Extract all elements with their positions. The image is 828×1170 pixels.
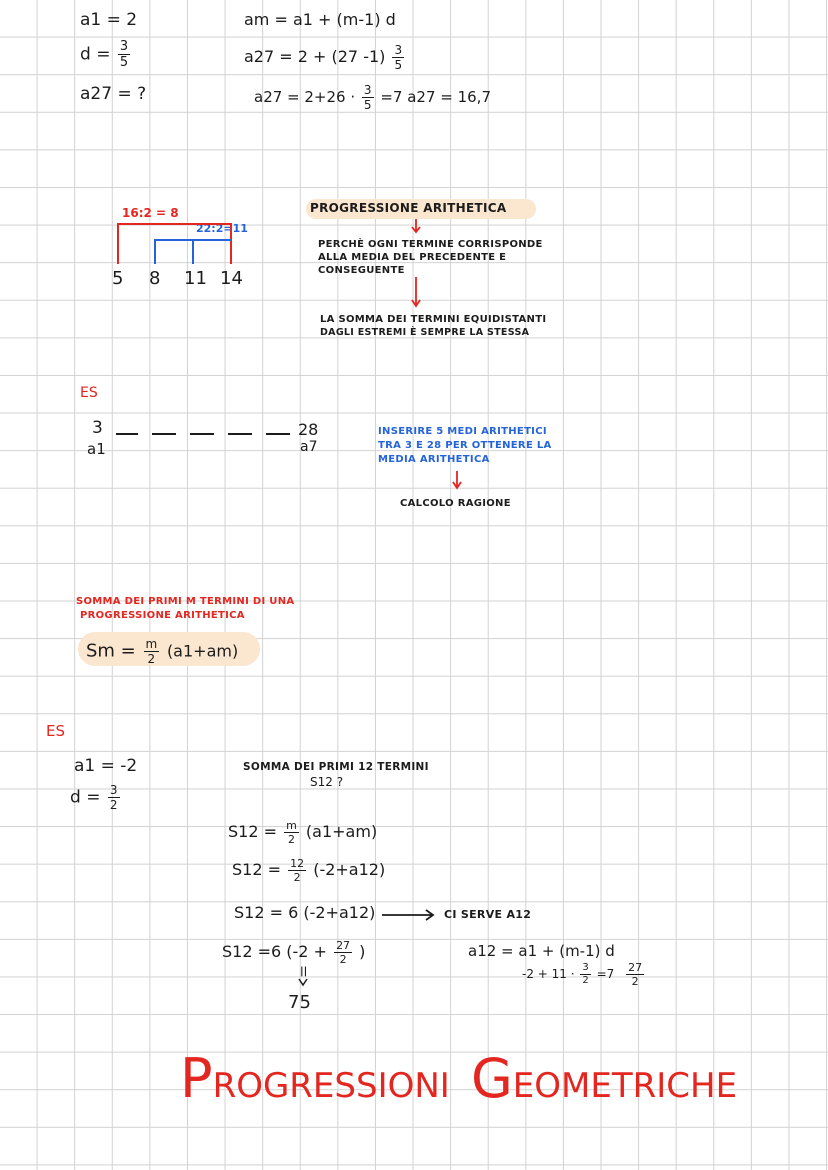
example-label-2: ES [46, 722, 65, 740]
general-term-formula: am = a1 + (m-1) d [244, 10, 396, 29]
red-bracket [118, 224, 231, 264]
down-arrow-small [298, 978, 308, 986]
perche-line2: ALLA MEDIA DEL PRECEDENTE E [318, 252, 507, 263]
section-title [180, 1047, 738, 1110]
d-given [80, 40, 132, 69]
last-term-value: 28 [298, 420, 319, 439]
d-given-fraction [118, 40, 130, 69]
down-arrow-3 [451, 471, 463, 489]
s12-line1-fraction [284, 820, 299, 845]
first-term-label: a1 [87, 440, 106, 458]
a27-step1-num: 3 [394, 43, 403, 57]
title-initial-g: G [470, 1047, 513, 1110]
s12-line4-den: 2 [339, 953, 347, 966]
s12-line4 [222, 940, 365, 965]
a12-result-fraction [626, 962, 644, 987]
blank-terms-line [114, 432, 294, 438]
s12-result: 75 [288, 992, 311, 1013]
a27-step2 [254, 84, 491, 111]
ex2-d-fraction [108, 784, 120, 811]
a27-step1-fraction [392, 44, 404, 71]
a27-question: a27 = ? [80, 84, 147, 104]
bracket-red-label: 16:2 = 8 [122, 206, 179, 220]
s12-line4-rhs: ) [359, 942, 366, 961]
a12-formula: a12 = a1 + (m-1) d [468, 942, 615, 960]
bracket-blue-label: 22:2=11 [196, 222, 248, 235]
sum-formula [86, 638, 238, 665]
s12-line4-num: 27 [336, 939, 351, 952]
a12-calc-fraction [580, 963, 590, 986]
question-line1: SOMMA DEI PRIMI 12 TERMINI [243, 761, 429, 773]
somma-line2: DAGLI ESTREMI È SEMPRE LA STESSA [320, 327, 530, 338]
sum-formula-rhs: (a1+am) [166, 641, 239, 661]
example-label-1: ES [80, 385, 98, 401]
calcolo-ragione: CALCOLO RAGIONE [400, 498, 511, 509]
d-given-den: 5 [119, 55, 129, 70]
sequence-11: 11 [184, 268, 207, 289]
d-given-num: 3 [119, 39, 129, 54]
first-term-value: 3 [92, 418, 103, 438]
a12-calc-lhs: -2 + 11 · [522, 967, 575, 981]
s12-line1-den: 2 [287, 833, 295, 846]
arithmetic-progression-heading: PROGRESSIONE ARITHETICA [310, 201, 507, 215]
ex2-d-num: 3 [109, 783, 118, 797]
somma-line1: LA SOMMA DEI TERMINI EQUIDISTANTI [320, 314, 547, 325]
blue-bracket [155, 240, 193, 264]
a27-step2-num: 3 [363, 83, 372, 97]
insert-means-line3: MEDIA ARITHETICA [378, 454, 490, 465]
right-arrow [382, 909, 436, 921]
a27-step2-lhs: a27 = 2+26 · [254, 88, 356, 106]
needs-a12-note: CI SERVE A12 [444, 908, 532, 921]
title-initial-p: P [180, 1047, 213, 1110]
a27-step2-rhs: =7 a27 = 16,7 [380, 88, 491, 106]
insert-means-line2: TRA 3 E 28 PER OTTENERE LA [378, 440, 552, 451]
ex2-d-den: 2 [109, 798, 118, 812]
sum-heading-line2: PROGRESSIONE ARITHETICA [80, 610, 245, 621]
sum-heading-line1: SOMMA DEI PRIMI M TERMINI DI UNA [76, 596, 295, 607]
d-given-lhs: d = [80, 44, 111, 65]
s12-line2 [232, 858, 385, 883]
a12-calc-num: 3 [582, 962, 589, 973]
ex2-d [70, 784, 122, 811]
a27-step1 [244, 44, 406, 71]
sum-formula-fraction [144, 638, 160, 665]
a27-step1-den: 5 [394, 58, 403, 72]
a12-calc-arrow: =7 [596, 967, 615, 981]
perche-line1: PERCHÈ OGNI TERMINE CORRISPONDE [318, 239, 543, 250]
a27-step2-fraction [362, 84, 374, 111]
s12-line2-num: 12 [290, 857, 305, 870]
s12-line2-rhs: (-2+a12) [313, 860, 386, 879]
a27-step1-lhs: a27 = 2 + (27 -1) [244, 47, 386, 66]
sequence-8: 8 [149, 268, 161, 289]
question-line2: S12 ? [310, 775, 344, 789]
title-rest-2: EOMETRICHE [512, 1066, 738, 1106]
s12-line3: S12 = 6 (-2+a12) [234, 903, 376, 922]
title-rest-1: ROGRESSIONI [212, 1066, 450, 1106]
a12-calc-den: 2 [582, 975, 589, 986]
sequence-14: 14 [220, 268, 243, 289]
s12-line2-den: 2 [293, 871, 301, 884]
equals-sign-vertical: || [300, 966, 308, 977]
s12-line2-fraction [288, 858, 306, 883]
sum-formula-den: 2 [147, 652, 156, 666]
a12-result-den: 2 [631, 975, 639, 988]
s12-line2-lhs: S12 = [232, 860, 282, 879]
a27-step2-den: 5 [363, 98, 372, 112]
s12-line4-lhs: S12 =6 (-2 + [222, 942, 327, 961]
s12-line1-lhs: S12 = [228, 822, 278, 841]
s12-line1 [228, 820, 377, 845]
s12-line4-fraction [334, 940, 352, 965]
down-arrow-1 [410, 219, 422, 233]
down-arrow-2 [410, 277, 422, 307]
ex2-a1: a1 = -2 [74, 756, 138, 776]
sum-formula-lhs: Sm = [86, 640, 136, 662]
sum-formula-num: m [145, 637, 158, 651]
a1-given: a1 = 2 [80, 10, 138, 30]
a12-result-num: 27 [628, 961, 643, 974]
perche-line3: CONSEGUENTE [318, 265, 405, 276]
s12-line1-num: m [286, 819, 297, 832]
s12-line1-rhs: (a1+am) [305, 822, 378, 841]
last-term-label: a7 [300, 439, 318, 455]
a12-calc [522, 962, 646, 987]
ex2-d-lhs: d = [70, 787, 101, 808]
insert-means-line1: INSERIRE 5 MEDI ARITHETICI [378, 426, 547, 437]
sequence-5: 5 [112, 268, 124, 289]
